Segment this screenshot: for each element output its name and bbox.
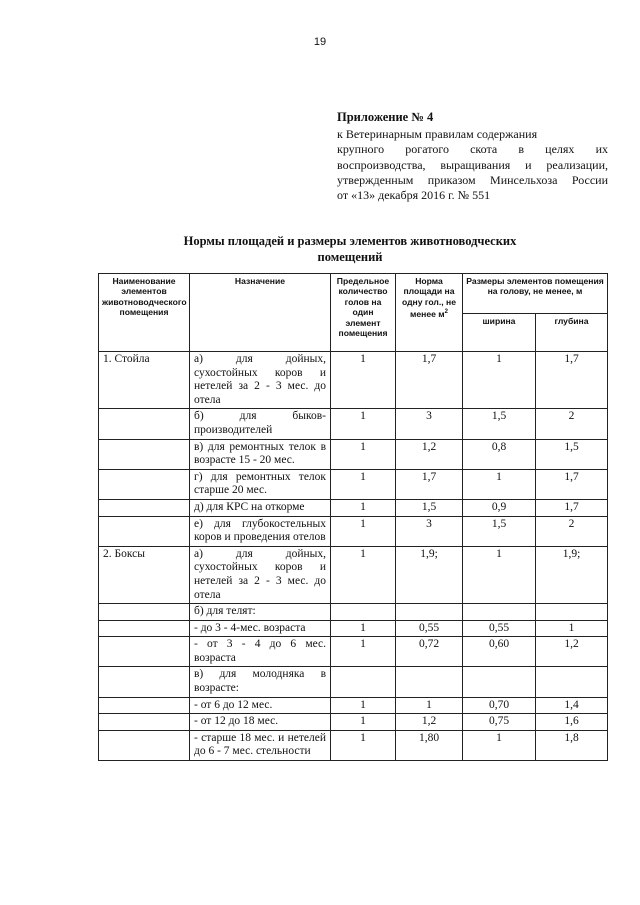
cell-max-heads: 1 — [331, 409, 396, 439]
cell-depth: 2 — [536, 409, 608, 439]
table-row — [99, 697, 608, 714]
appendix-line: воспроизводства, выращивания и реализации, — [337, 157, 608, 172]
header-purpose: Назначение — [190, 274, 331, 352]
cell-purpose: а) для дойных, сухостойных коров и нетелей за 2 - 3 мес. до отела — [190, 352, 331, 409]
cell-name — [99, 516, 190, 546]
cell-width: 1 — [463, 352, 536, 409]
header-area-norm-sup: 2 — [444, 309, 448, 316]
cell-max-heads: 1 — [331, 499, 396, 516]
cell-depth: 1,7 — [536, 499, 608, 516]
cell-purpose: - до 3 - 4-мес. возраста — [190, 620, 331, 637]
cell-purpose: б) для телят: — [190, 604, 331, 621]
cell-max-heads: 1 — [331, 439, 396, 469]
table-row — [99, 637, 608, 667]
document-title-line: Нормы площадей и размеры элементов животноводческих — [183, 234, 517, 248]
appendix-block — [337, 110, 608, 203]
header-max-heads: Предельное количество голов на один элемент помещения — [331, 274, 396, 352]
header-area-norm — [396, 274, 463, 352]
cell-area: 1,80 — [396, 730, 463, 760]
appendix-line: от «13» декабря 2016 г. № 551 — [337, 188, 491, 203]
cell-area: 1,7 — [396, 469, 463, 499]
table-row — [99, 409, 608, 439]
cell-area — [396, 604, 463, 621]
cell-depth: 1,8 — [536, 730, 608, 760]
cell-depth: 1,2 — [536, 637, 608, 667]
cell-depth: 1,6 — [536, 714, 608, 731]
cell-area: 0,72 — [396, 637, 463, 667]
table-row — [99, 730, 608, 760]
cell-max-heads: 1 — [331, 620, 396, 637]
cell-name — [99, 439, 190, 469]
cell-width: 0,60 — [463, 637, 536, 667]
cell-purpose: г) для ремонтных телок старше 20 мес. — [190, 469, 331, 499]
norms-table — [98, 273, 608, 761]
cell-max-heads: 1 — [331, 469, 396, 499]
table-row — [99, 352, 608, 409]
cell-depth: 1,4 — [536, 697, 608, 714]
page-number: 19 — [313, 36, 327, 48]
header-area-norm-text: Норма площади на одну гол., не менее м — [401, 276, 457, 320]
appendix-line: утвержденным приказом Минсельхоза России — [337, 172, 608, 187]
header-width: ширина — [463, 314, 536, 352]
cell-width: 1 — [463, 730, 536, 760]
cell-area: 1,2 — [396, 714, 463, 731]
cell-width: 0,8 — [463, 439, 536, 469]
cell-purpose: - старше 18 мес. и нетелей до 6 - 7 мес. стельности — [190, 730, 331, 760]
document-title-line: помещений — [317, 250, 383, 264]
cell-width: 1 — [463, 546, 536, 603]
table-row — [99, 499, 608, 516]
cell-max-heads: 1 — [331, 352, 396, 409]
cell-max-heads: 1 — [331, 730, 396, 760]
cell-depth: 1,7 — [536, 352, 608, 409]
cell-name — [99, 620, 190, 637]
cell-purpose: б) для быков-производителей — [190, 409, 331, 439]
cell-area: 1,9; — [396, 546, 463, 603]
cell-purpose: - от 12 до 18 мес. — [190, 714, 331, 731]
appendix-title: Приложение № 4 — [337, 110, 434, 124]
table-row — [99, 546, 608, 603]
cell-width: 0,55 — [463, 620, 536, 637]
table-body — [99, 352, 608, 761]
cell-purpose: - от 3 - 4 до 6 мес. возраста — [190, 637, 331, 667]
cell-max-heads: 1 — [331, 546, 396, 603]
cell-width: 1,5 — [463, 409, 536, 439]
header-sizes: Размеры элементов помещения на голову, не менее, м — [463, 274, 608, 314]
header-depth: глубина — [536, 314, 608, 352]
cell-depth: 1,9; — [536, 546, 608, 603]
cell-width: 1,5 — [463, 516, 536, 546]
cell-name — [99, 730, 190, 760]
cell-name — [99, 469, 190, 499]
table-row — [99, 714, 608, 731]
table-row — [99, 516, 608, 546]
cell-width: 0,70 — [463, 697, 536, 714]
cell-area: 3 — [396, 409, 463, 439]
table-row — [99, 469, 608, 499]
cell-purpose: е) для глубокостельных коров и проведения отелов — [190, 516, 331, 546]
cell-width: 0,75 — [463, 714, 536, 731]
cell-area: 1 — [396, 697, 463, 714]
cell-name: 1. Стойла — [99, 352, 190, 409]
cell-depth: 1,7 — [536, 469, 608, 499]
cell-depth: 1 — [536, 620, 608, 637]
cell-purpose: д) для КРС на откорме — [190, 499, 331, 516]
cell-area: 0,55 — [396, 620, 463, 637]
cell-area — [396, 667, 463, 697]
cell-name: 2. Боксы — [99, 546, 190, 603]
cell-name — [99, 697, 190, 714]
table-row — [99, 667, 608, 697]
cell-purpose: в) для молодняка в возрасте: — [190, 667, 331, 697]
table-row — [99, 439, 608, 469]
document-title — [150, 233, 550, 265]
cell-width — [463, 667, 536, 697]
cell-name — [99, 637, 190, 667]
cell-width: 1 — [463, 469, 536, 499]
cell-purpose: - от 6 до 12 мес. — [190, 697, 331, 714]
cell-area: 3 — [396, 516, 463, 546]
cell-name — [99, 409, 190, 439]
cell-purpose: а) для дойных, сухостойных коров и нетелей за 2 - 3 мес. до отела — [190, 546, 331, 603]
cell-max-heads: 1 — [331, 516, 396, 546]
cell-depth: 2 — [536, 516, 608, 546]
cell-depth — [536, 604, 608, 621]
cell-name — [99, 499, 190, 516]
header-name: Наименование элементов животноводческого помещения — [99, 274, 190, 352]
cell-area: 1,5 — [396, 499, 463, 516]
cell-max-heads — [331, 667, 396, 697]
header-row — [99, 274, 608, 314]
cell-width: 0,9 — [463, 499, 536, 516]
cell-max-heads — [331, 604, 396, 621]
cell-depth: 1,5 — [536, 439, 608, 469]
cell-purpose: в) для ремонтных телок в возрасте 15 - 20 мес. — [190, 439, 331, 469]
cell-max-heads: 1 — [331, 637, 396, 667]
table-row — [99, 620, 608, 637]
cell-area: 1,7 — [396, 352, 463, 409]
table-row — [99, 604, 608, 621]
cell-depth — [536, 667, 608, 697]
cell-max-heads: 1 — [331, 714, 396, 731]
appendix-line: к Ветеринарным правилам содержания — [337, 127, 538, 142]
appendix-line: крупного рогатого скота в целях их — [337, 142, 608, 157]
cell-area: 1,2 — [396, 439, 463, 469]
cell-name — [99, 667, 190, 697]
cell-name — [99, 714, 190, 731]
cell-name — [99, 604, 190, 621]
cell-max-heads: 1 — [331, 697, 396, 714]
cell-width — [463, 604, 536, 621]
